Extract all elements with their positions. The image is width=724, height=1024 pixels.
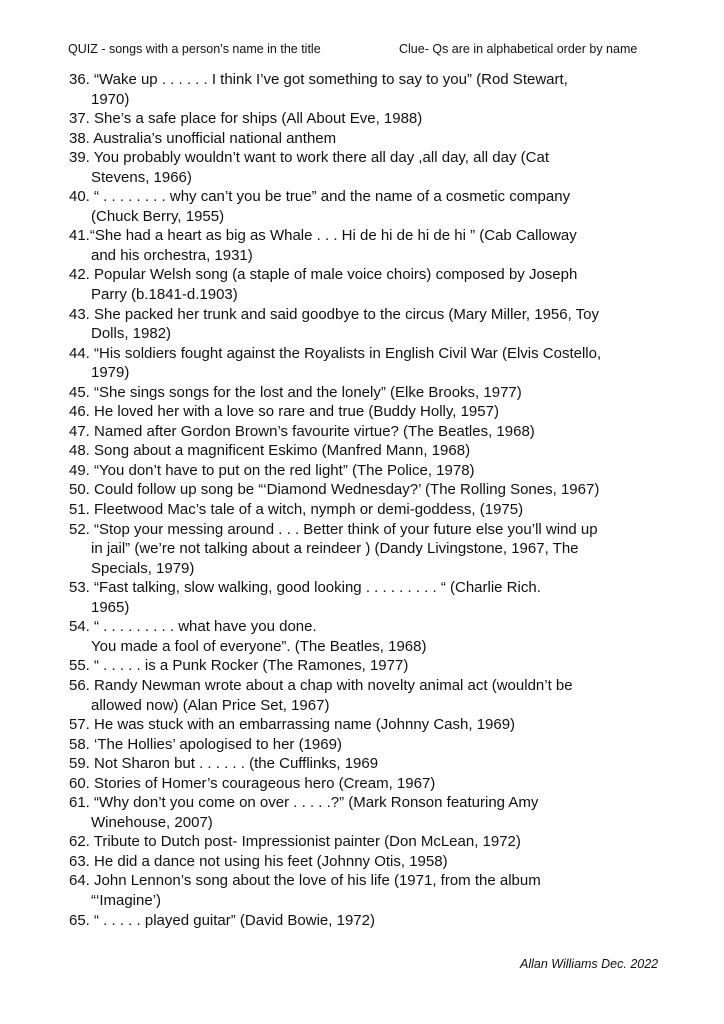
question-55: 55. “ . . . . . is a Punk Rocker (The Ramones, 1977) xyxy=(69,657,409,675)
question-53: 53. “Fast talking, slow walking, good looking . . . . . . . . . “ (Charlie Rich. 1965) xyxy=(69,579,541,616)
question-36: 36. “Wake up . . . . . . I think I’ve got something to say to you” (Rod Stewart, 1970) xyxy=(69,71,568,108)
question-62: 62. Tribute to Dutch post- Impressionist painter (Don McLean, 1972) xyxy=(69,833,521,851)
question-44: 44. “His soldiers fought against the Royalists in English Civil War (Elvis Costello, 1979) xyxy=(69,344,602,382)
author-credit: Allan Williams Dec. 2022 xyxy=(520,957,659,971)
question-46: 46. He loved her with a love so rare and true (Buddy Holly, 1957) xyxy=(69,403,499,421)
question-64: 64. John Lennon’s song about the love of his life (1971, from the album “‘Imagine’) xyxy=(69,872,541,909)
question-45: 45. “She sings songs for the lost and the lonely” (Elke Brooks, 1977) xyxy=(69,383,522,401)
question-38: 38. Australia’s unofficial national anthem xyxy=(69,129,337,147)
question-65: 65. “ . . . . . played guitar” (David Bowie, 1972) xyxy=(69,911,375,929)
question-54: 54. “ . . . . . . . . . what have you done. You made a fool of everyone”. (The Beatles, 1968) xyxy=(69,618,427,655)
question-61: 61. “Why don’t you come on over . . . . .?” (Mark Ronson featuring Amy Winehouse, 2007) xyxy=(69,794,539,831)
question-60: 60. Stories of Homer’s courageous hero (Cream, 1967) xyxy=(69,774,436,792)
question-47: 47. Named after Gordon Brown’s favourite virtue? (The Beatles, 1968) xyxy=(69,422,535,440)
question-52: 52. “Stop your messing around . . . Better think of your future else you’ll wind up in jail” (we’re not talking about a reindeer ) (Dandy Livingstone, 1967, The Specials, 1979) xyxy=(69,520,598,577)
page-header xyxy=(68,42,688,60)
question-42: 42. Popular Welsh song (a staple of male voice choirs) composed by Joseph Parry (b.1841-d.1903) xyxy=(69,266,578,304)
question-58: 58. ‘The Hollies’ apologised to her (1969) xyxy=(69,735,342,753)
question-39: 39. You probably wouldn’t want to work there all day ,all day, all day (Cat Stevens, 1966) xyxy=(69,149,549,186)
question-51: 51. Fleetwood Mac’s tale of a witch, nymph or demi-goddess, (1975) xyxy=(69,501,524,519)
question-57: 57. He was stuck with an embarrassing name (Johnny Cash, 1969) xyxy=(69,716,516,734)
question-43: 43. She packed her trunk and said goodbye to the circus (Mary Miller, 1956, Toy Dolls, 1982) xyxy=(69,305,600,343)
question-41: 41.“She had a heart as big as Whale . . . Hi de hi de hi de hi ” (Cab Calloway and his orchestra, 1931) xyxy=(69,227,577,264)
question-56: 56. Randy Newman wrote about a chap with novelty animal act (wouldn’t be allowed now) (Alan Price Set, 1967) xyxy=(69,676,573,714)
question-50: 50. Could follow up song be “‘Diamond Wednesday?’ (The Rolling Sones, 1967) xyxy=(69,481,600,499)
question-list xyxy=(69,70,699,930)
question-37: 37. She’s a safe place for ships (All About Eve, 1988) xyxy=(69,110,423,128)
quiz-title: QUIZ - songs with a person’s name in the title xyxy=(68,42,321,56)
question-49: 49. “You don’t have to put on the red light” (The Police, 1978) xyxy=(69,461,475,479)
question-40: 40. “ . . . . . . . . why can’t you be true” and the name of a cosmetic company (Chuck Berry, 1955) xyxy=(69,188,571,225)
quiz-clue: Clue- Qs are in alphabetical order by name xyxy=(399,42,638,56)
question-48: 48. Song about a magnificent Eskimo (Manfred Mann, 1968) xyxy=(69,442,471,460)
question-63: 63. He did a dance not using his feet (Johnny Otis, 1958) xyxy=(69,852,448,870)
question-59: 59. Not Sharon but . . . . . . (the Cufflinks, 1969 xyxy=(69,755,379,773)
